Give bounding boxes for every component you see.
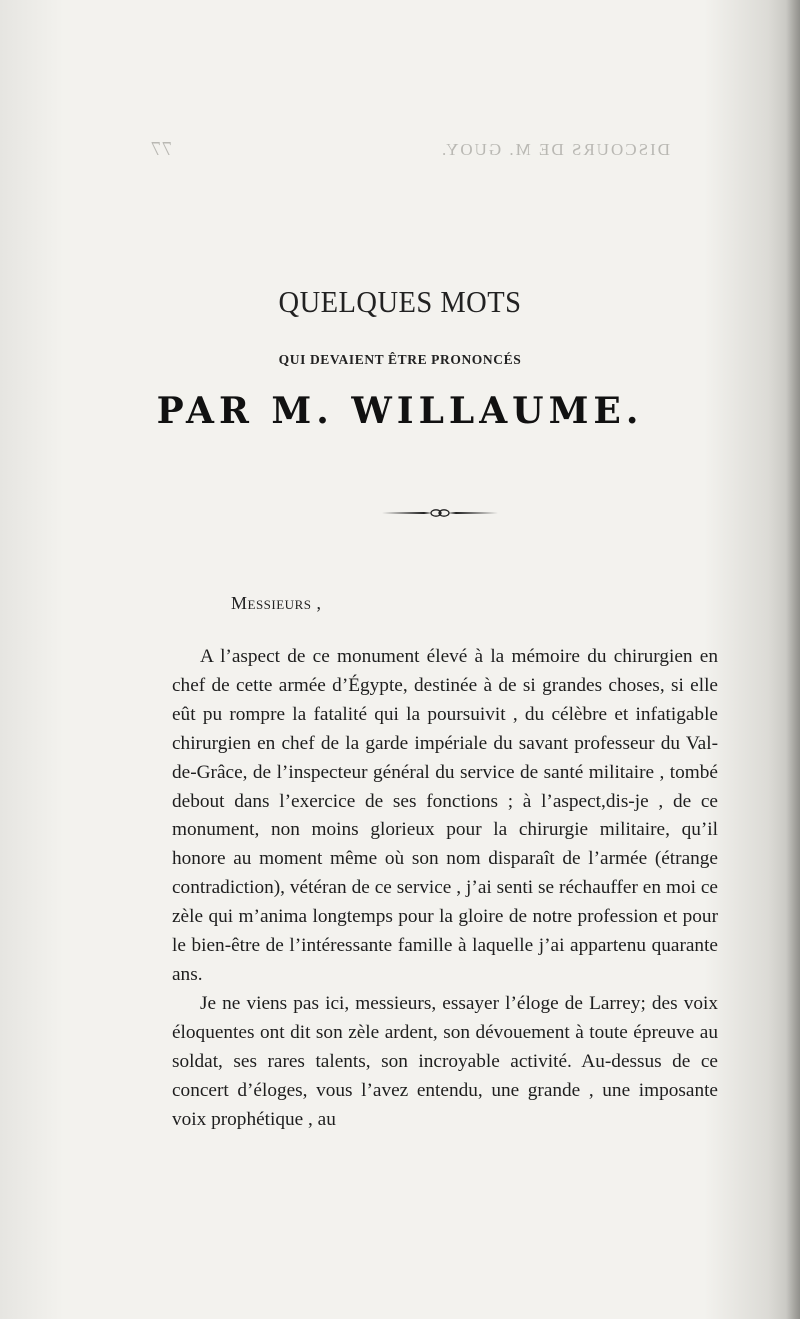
title-block [0,284,800,432]
paragraph-2: Je ne viens pas ici, messieurs, essayer l’éloge de Larrey; des voix éloquentes ont dit son zèle ardent, son dévouement à toute épreuve au soldat, ses rares talents, son incroyable activité. Au-dessus de ce concert d’éloges, vous l’avez entendu, une grande , une imposante voix prophétique , au [172,992,718,1130]
running-head-title: DISCOURS DE M. GUOY. [439,140,670,159]
body-text [172,643,718,1134]
title-main: QUELQUES MOTS [278,284,522,319]
ornament-rule-icon [380,506,500,520]
title-author: PAR M. WILLAUME. [156,390,644,432]
page-edge-shadow [786,0,800,1319]
running-head-page-number: 77 [150,138,172,160]
running-head-bleedthrough [150,138,670,161]
paragraph-1: A l’aspect de ce monument élevé à la mémoire du chirurgien en chef de cette armée d’Égypte, destinée à de si grandes choses, si elle eût pu rompre la fatalité qui la poursuivit , du célèbre et infatigable chirurgien en chef de la garde impériale du savant professeur du Val-de-Grâce, de l’inspecteur général du service de santé militaire , tombé debout dans l’exercice de ses fonctions ; à l’aspect,dis-je , de ce monument, non moins glorieux pour la chirurgie militaire, qu’il honore au moment même où son nom disparaît de l’armée (étrange contradiction), vétéran de ce service , j’ai senti se réchauffer en moi ce zèle qui m’anima longtemps pour la gloire de notre profession et pour le bien-être de l’intéressante famille à laquelle j’ai appartenu quarante ans. [172,646,718,985]
salutation: Messieurs , [231,593,322,613]
title-subtitle: QUI DEVAIENT ÊTRE PRONONCÉS [278,352,522,367]
